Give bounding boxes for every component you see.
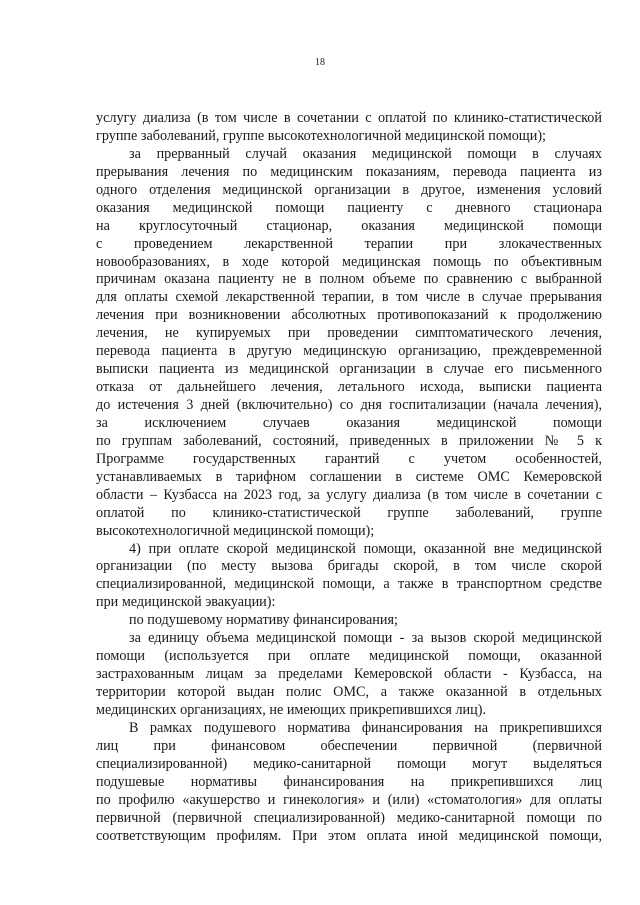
text-line: Программе государственных гарантий с учетом особенностей,: [96, 450, 602, 467]
text-line: лечения, не купируемых при проведении симптоматического лечения,: [96, 325, 602, 342]
text-line: по подушевому нормативу финансирования;: [129, 612, 398, 629]
text-line: за исключением случаев оказания медицинской помощи: [96, 414, 602, 431]
text-line: лиц при финансовом обеспечении первичной (первичной: [96, 737, 602, 754]
text-line: лечения при возникновении абсолютных противопоказаний к продолжению: [96, 307, 602, 324]
text-line: застрахованным лицам за пределами Кемеровской области - Кузбасса, на: [96, 666, 602, 683]
page-number: 18: [315, 57, 325, 68]
text-line: услугу диализа (в том числе в сочетании с оплатой по клинико-статистической: [96, 110, 602, 126]
text-line: специализированной, медицинской помощи, а также в транспортном средстве: [96, 576, 602, 593]
text-line: области – Кузбасса на 2023 год, за услугу диализа (в том числе в сочетании с: [96, 486, 602, 503]
text-line: выписки пациента из медицинской организации в случае его письменного: [96, 361, 602, 378]
text-line: отказа от дальнейшего лечения, летального исхода, выписки пациента: [96, 379, 602, 396]
text-line: организации (по месту вызова бригады скорой, в том числе скорой: [96, 558, 602, 575]
text-line: подушевые нормативы финансирования на прикрепившихся лиц: [96, 773, 602, 790]
text-line: причинам оказана пациенту не в полном объеме по сравнению с выбранной: [96, 271, 602, 288]
text-line: медицинских организациях, не имеющих прикрепившихся лиц).: [96, 701, 487, 718]
text-line: за единицу объема медицинской помощи - за вызов скорой медицинской: [129, 630, 602, 647]
text-line: соответствующим профилям. При этом оплата иной медицинской помощи,: [96, 827, 602, 844]
text-line: до истечения 3 дней (включительно) со дня госпитализации (начала лечения),: [96, 397, 602, 413]
text-line: прерывания лечения по медицинским показаниям, перевода пациента из: [96, 163, 602, 180]
text-line: группе заболеваний, группе высокотехнологичной медицинской помощи);: [96, 127, 546, 144]
text-line: на круглосуточный стационар, оказания медицинской помощи: [96, 217, 602, 234]
text-line: специализированной) медико-санитарной помощи могут выделяться: [96, 755, 602, 772]
text-line: оказания медицинской помощи пациенту с дневного стационара: [96, 199, 602, 216]
text-line: территории которой выдан полис ОМС, а также оказанной в отдельных: [96, 684, 602, 700]
text-line: по группам заболеваний, состояний, приведенных в приложении № 5 к: [96, 432, 602, 449]
text-line: высокотехнологичной медицинской помощи);: [96, 522, 375, 539]
text-line: первичной (первичной специализированной) медико-санитарной помощи по: [96, 809, 602, 826]
text-line: устанавливаемых в тарифном соглашении в системе ОМС Кемеровской: [96, 468, 602, 485]
text-line: для оплаты схемой лекарственной терапии, в том числе в случае прерывания: [96, 289, 602, 306]
text-line: по профилю «акушерство и гинекология» и (или) «стоматология» для оплаты: [96, 791, 602, 808]
text-line: перевода пациента в другую медицинскую организацию, преждевременной: [96, 343, 602, 360]
document-body: [96, 110, 602, 845]
text-line: за прерванный случай оказания медицинской помощи в случаях: [129, 145, 602, 162]
text-line: новообразованиях, в ходе которой медицинская помощь по объективным: [96, 253, 602, 270]
text-line: 4) при оплате скорой медицинской помощи, оказанной вне медицинской: [129, 540, 602, 557]
text-line: с проведением лекарственной терапии при злокачественных: [96, 235, 602, 252]
text-line: В рамках подушевого норматива финансирования на прикрепившихся: [129, 719, 602, 736]
text-line: оплатой по клинико-статистической группе заболеваний, группе: [96, 504, 602, 521]
text-line: помощи (используется при оплате медицинской помощи, оказанной: [96, 648, 602, 665]
text-line: одного отделения медицинской организации в другое, изменения условий: [96, 181, 602, 198]
text-line: при медицинской эвакуации):: [96, 594, 276, 611]
